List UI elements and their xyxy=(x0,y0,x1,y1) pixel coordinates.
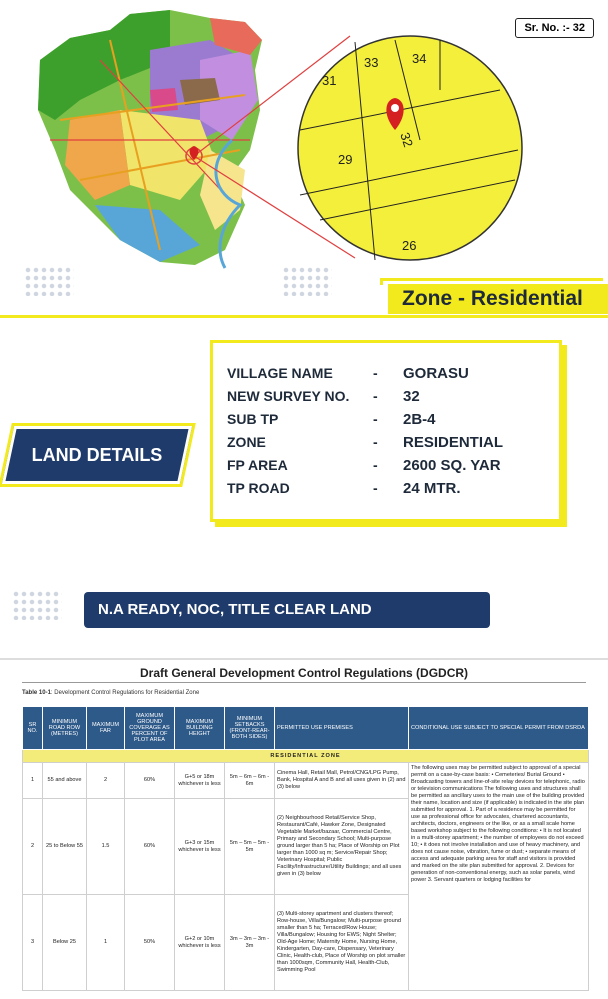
cell-far: 1.5 xyxy=(87,799,125,895)
regulations-table xyxy=(22,706,589,991)
cell-road: 25 to Below 55 xyxy=(43,799,87,895)
cell-sr: 2 xyxy=(23,799,43,895)
cell-permitted: (3) Multi-storey apartment and clusters thereof; Row-house, Villa/Bungalow; Multi-purpose ground smaller than 5 ha; Terraced/Row House; Villa/Bungalow; Housing for EWS; Night Shelter; Old-Age Home; Maternity Home, Nursing Home, Kindergarten, Day-care, Dispensary, Veterinary Clinic, Health-club, Place of Worship on plot smaller than 1000sqm, Community Hall, Health-Club, Swimming Pool xyxy=(275,895,409,991)
table-caption-text: : Development Control Regulations for Residential Zone xyxy=(50,690,200,696)
decor-dots xyxy=(12,590,62,620)
column-header: MAXIMUM BUILDING HEIGHT xyxy=(175,707,225,750)
table-caption-label: Table 10-1 xyxy=(22,690,51,696)
zone-row xyxy=(23,750,589,763)
plot-label: 32 xyxy=(397,130,417,149)
table-header-row xyxy=(23,707,589,750)
detail-dash: - xyxy=(373,457,378,473)
decor-dots xyxy=(282,266,332,296)
cell-conditional: The following uses may be permitted subject to approval of a special permit on a case-by-case basis: • Cemeteries/ Burial Ground • Broadcasting towers and line-of-site relay devices for telephonic, radio or television communications The following uses and structures shall be permitted as ancillary uses to the main use of the building provided their name, location and size (if applicable) is indicated in the site plan submitted for approval. 1. Part of a residence may be permitted for use as professional office for advocates, chartered accountants, architects, doctors, engineers or the like, or as a small scale home based workshop subject to the following conditions: • It is not located in a multi-storey apartment; • the number of employees do not exceed 10; • it does not involve installation and use of heavy machinery, and does not cause noise, vibration, fume or dust; • separate means of access and adequate parking area for staff and visitors is provided and marked on the site plan submitted for approval. 2. Devices for generation of non-conventional energy, such as solar panels, wind power 3. Servant quarters or lodging facilities for xyxy=(409,763,589,991)
land-details-panel xyxy=(0,318,608,658)
detail-dash: - xyxy=(373,411,378,427)
detail-value: 2B-4 xyxy=(403,411,436,428)
detail-dash: - xyxy=(373,365,378,381)
cell-height: G+2 or 10m whichever is less xyxy=(175,895,225,991)
map-panel xyxy=(0,0,608,318)
detail-value: GORASU xyxy=(403,365,469,382)
land-details-title: LAND DETAILS xyxy=(31,445,163,465)
cell-height: G+3 or 15m whichever is less xyxy=(175,799,225,895)
plot-label: 34 xyxy=(412,51,427,66)
column-header: MINIMUM SETBACKS (FRONT-REAR-BOTH SIDES) xyxy=(225,707,275,750)
plot-label: 33 xyxy=(364,55,379,70)
detail-key: ZONE xyxy=(227,434,266,450)
column-header: MAXIMUM FAR xyxy=(87,707,125,750)
detail-key: NEW SURVEY NO. xyxy=(227,388,350,404)
detail-dash: - xyxy=(373,388,378,404)
na-ready-banner: N.A READY, NOC, TITLE CLEAR LAND xyxy=(84,592,490,628)
plot-label: 31 xyxy=(322,73,337,88)
details-box xyxy=(210,340,562,522)
cell-sr: 1 xyxy=(23,763,43,799)
column-header: MAXIMUM GROUND COVERAGE AS PERCENT OF PLOT AREA xyxy=(125,707,175,750)
cell-setback: 5m – 5m – 5m - 5m xyxy=(225,799,275,895)
column-header: CONDITIONAL USE SUBJECT TO SPECIAL PERMIT FROM DSRDA xyxy=(409,707,589,750)
cell-road: 55 and above xyxy=(43,763,87,799)
detail-dash: - xyxy=(373,480,378,496)
detail-key: SUB TP xyxy=(227,411,279,427)
detail-value: RESIDENTIAL xyxy=(403,434,504,451)
cell-road: Below 25 xyxy=(43,895,87,991)
column-header: SR NO. xyxy=(23,707,43,750)
cell-sr: 3 xyxy=(23,895,43,991)
cell-height: G+5 or 18m whichever is less xyxy=(175,763,225,799)
detail-value: 32 xyxy=(403,388,420,405)
cell-permitted: (2) Neighbourhood Retail/Service Shop, Restaurant/Café, Hawker Zone, Designated Vegetable Market/bazaar, Commercial Centre, Primary and Secondary School; Multi-purpose ground larger than 5 ha; Place of Worship on Plot larger than 1000 sq m; Service/Repair Shop; Veterinary Hospital; Public Facility/Infrastructure/Utility Buildings; and all uses given in (3) below xyxy=(275,799,409,895)
land-details-badge xyxy=(2,426,192,484)
table-row xyxy=(23,763,589,799)
detail-value: 24 MTR. xyxy=(403,480,461,497)
column-header: MINIMUM ROAD ROW (METRES) xyxy=(43,707,87,750)
regulations-title: Draft General Development Control Regulations (DGDCR) xyxy=(0,666,608,680)
cell-coverage: 50% xyxy=(125,895,175,991)
detail-key: VILLAGE NAME xyxy=(227,365,333,381)
zone-map xyxy=(0,0,608,300)
cell-far: 2 xyxy=(87,763,125,799)
cell-coverage: 60% xyxy=(125,763,175,799)
cell-coverage: 60% xyxy=(125,799,175,895)
zone-row-label: RESIDENTIAL ZONE xyxy=(23,750,589,763)
detail-key: FP AREA xyxy=(227,457,288,473)
cell-setback: 3m – 3m – 3m - 3m xyxy=(225,895,275,991)
serial-number-badge: Sr. No. :- 32 xyxy=(515,18,594,38)
column-header: PERMITTED USE PREMISES xyxy=(275,707,409,750)
cell-permitted: Cinema Hall, Retail Mall, Petrol/CNG/LPG Pump, Bank, Hospital A and B and all uses given in (2) and (3) below xyxy=(275,763,409,799)
detail-value: 2600 SQ. YAR xyxy=(403,457,501,474)
zone-label: Zone - Residential xyxy=(388,284,608,314)
decor-dots xyxy=(24,266,74,296)
table-caption xyxy=(22,690,199,696)
cell-far: 1 xyxy=(87,895,125,991)
cell-setback: 5m – 6m – 6m - 6m xyxy=(225,763,275,799)
detail-key: TP ROAD xyxy=(227,480,290,496)
regulations-panel xyxy=(0,658,608,999)
detail-dash: - xyxy=(373,434,378,450)
plot-label: 29 xyxy=(338,152,353,167)
plot-label: 26 xyxy=(402,238,417,253)
